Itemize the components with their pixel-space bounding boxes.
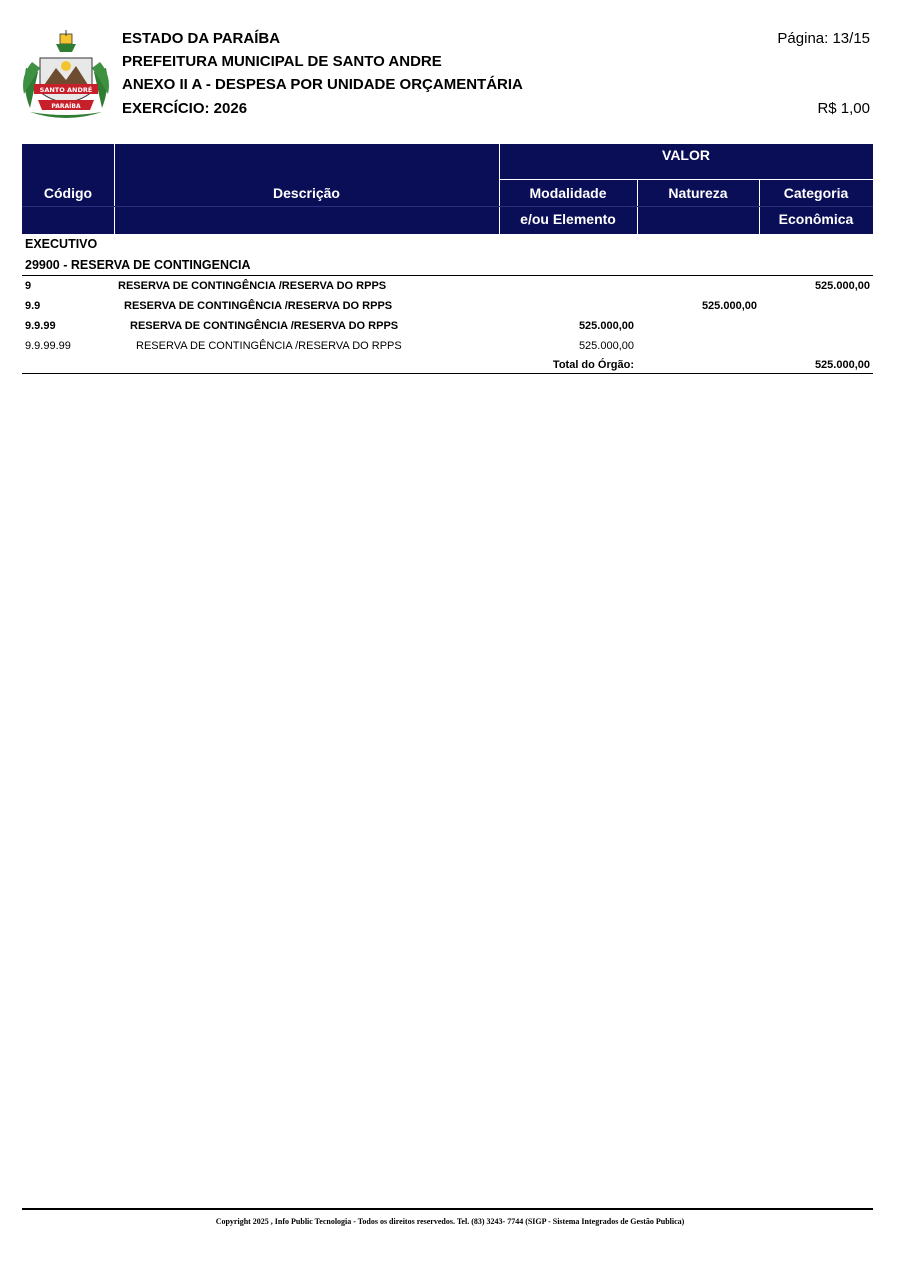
- row-description: RESERVA DE CONTINGÊNCIA /RESERVA DO RPPS: [124, 300, 393, 312]
- row-description: RESERVA DE CONTINGÊNCIA /RESERVA DO RPPS: [130, 320, 399, 332]
- column-header-codigo: Código: [43, 185, 93, 201]
- column-header-modalidade-sub: e/ou Elemento: [520, 211, 616, 227]
- fiscal-year: EXERCÍCIO: 2026: [122, 100, 248, 117]
- column-header-categoria-sub: Econômica: [778, 211, 854, 227]
- row-code: 9.9.99: [25, 320, 56, 332]
- row-categoria-value: 525.000,00: [814, 280, 870, 292]
- row-description: RESERVA DE CONTINGÊNCIA /RESERVA DO RPPS: [136, 340, 402, 352]
- svg-text:PARAÍBA: PARAÍBA: [51, 103, 81, 110]
- table-header: [22, 144, 873, 234]
- row-code: 9.9.99.99: [25, 340, 71, 352]
- total-value: 525.000,00: [814, 359, 870, 371]
- column-header-valor: VALOR: [662, 147, 710, 163]
- municipality-name: PREFEITURA MUNICIPAL DE SANTO ANDRE: [122, 53, 442, 70]
- municipal-crest-logo: [20, 28, 112, 124]
- poder-text: EXECUTIVO: [25, 237, 98, 251]
- total-label: Total do Órgão:: [552, 359, 634, 371]
- section-divider: [22, 275, 873, 276]
- column-header-modalidade: Modalidade: [529, 185, 607, 201]
- svg-text:SANTO ANDRÉ: SANTO ANDRÉ: [39, 86, 93, 94]
- row-modalidade-value: 525.000,00: [578, 320, 634, 332]
- header-divider: [499, 179, 873, 180]
- column-header-natureza: Natureza: [668, 185, 728, 201]
- row-natureza-value: 525.000,00: [701, 300, 757, 312]
- header-divider: [22, 206, 873, 207]
- total-divider: [22, 373, 873, 374]
- currency-unit: R$ 1,00: [817, 100, 870, 117]
- row-code: 9: [25, 280, 32, 292]
- unidade-text: 29900 - RESERVA DE CONTINGENCIA: [25, 258, 251, 272]
- row-modalidade-value: 525.000,00: [578, 340, 634, 352]
- column-header-categoria: Categoria: [783, 185, 849, 201]
- copyright-notice: Copyright 2025 , Info Public Tecnologia - Todos os direitos reservedos. Tel. (83) 3243- 7744 (SIGP - Sistema Integrados de Gestão Publica): [215, 1217, 685, 1226]
- page-number: Página: 13/15: [777, 30, 870, 47]
- state-name: ESTADO DA PARAÍBA: [122, 30, 281, 47]
- row-description: RESERVA DE CONTINGÊNCIA /RESERVA DO RPPS: [118, 280, 387, 292]
- column-header-descricao: Descrição: [273, 185, 340, 201]
- row-code: 9.9: [25, 300, 41, 312]
- footer-divider: [22, 1208, 873, 1210]
- report-title: ANEXO II A - DESPESA POR UNIDADE ORÇAMENTÁRIA: [122, 76, 523, 93]
